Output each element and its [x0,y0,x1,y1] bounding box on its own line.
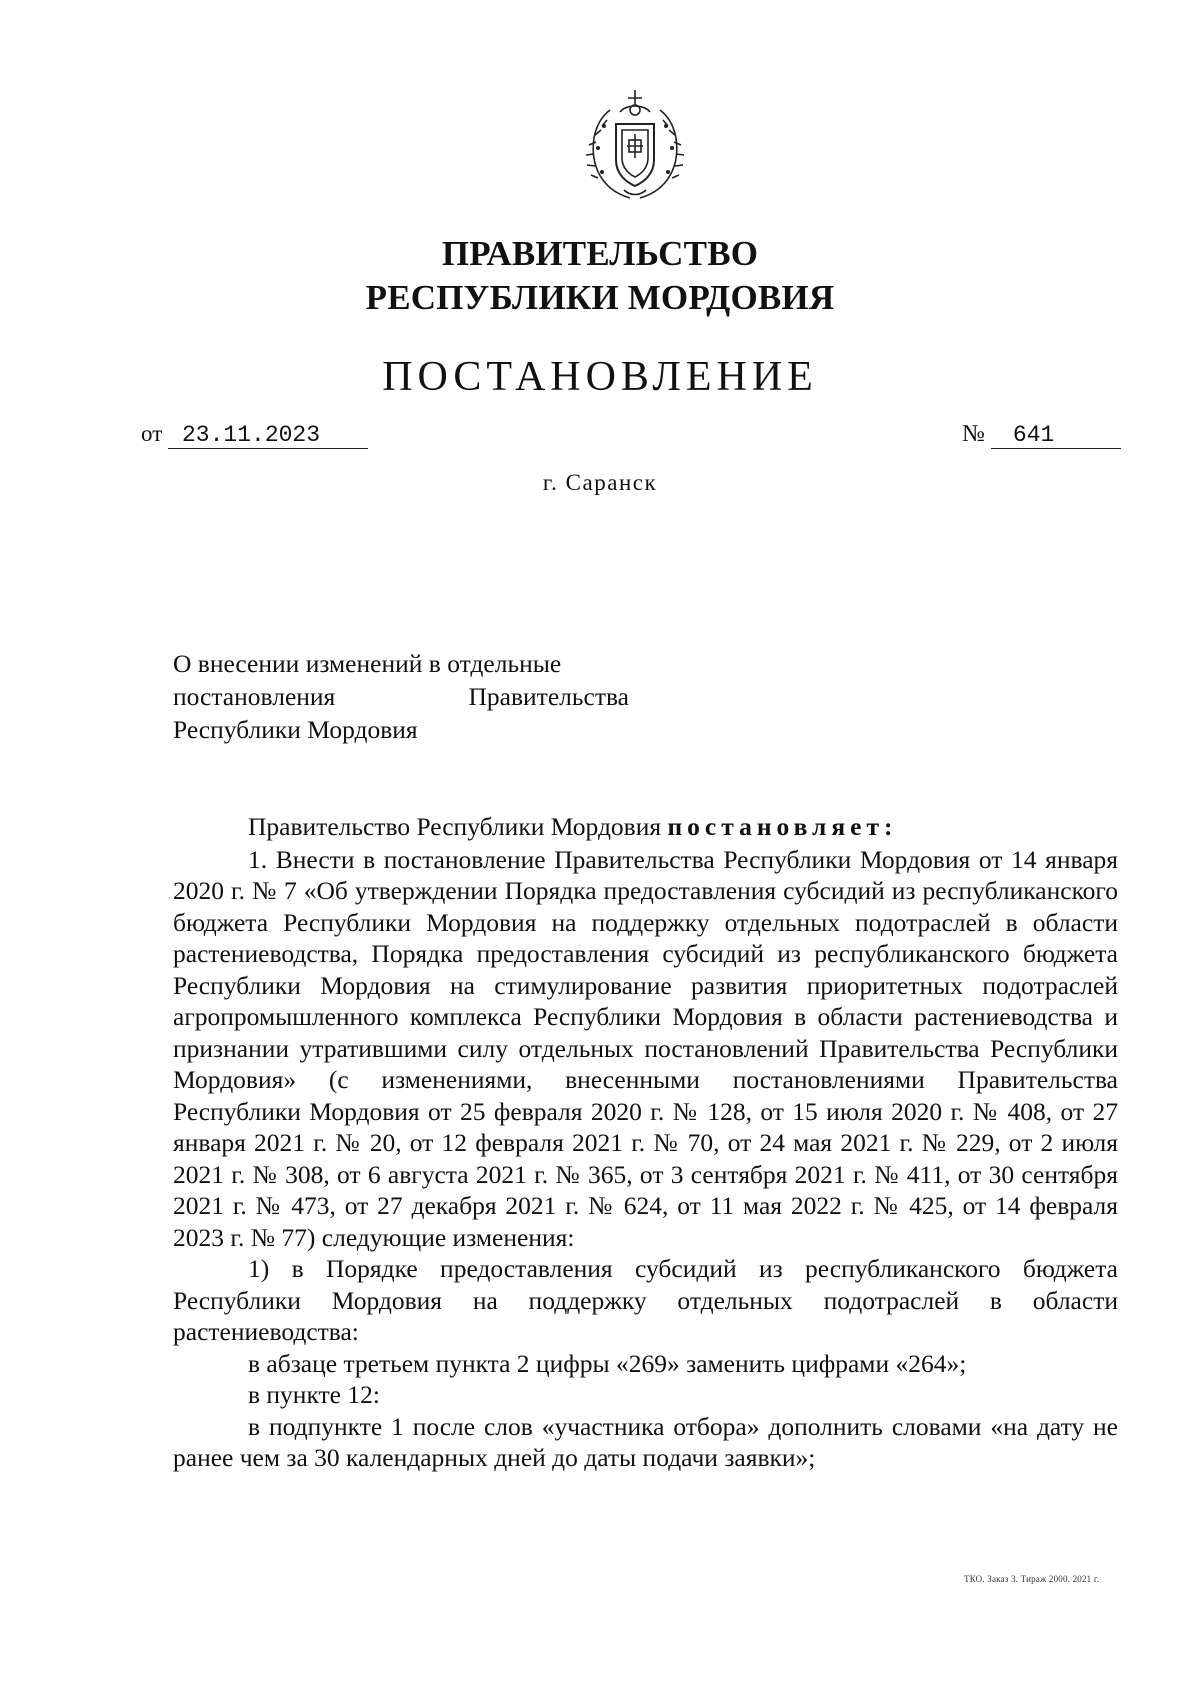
date-prefix: от [141,421,163,446]
organization-name-line-1: ПРАВИТЕЛЬСТВО [441,234,759,273]
date-value: 23.11.2023 [168,422,368,449]
paragraph-line-c: в подпункте 1 после слов «участника отбора» дополнить словами «на дату не ранее чем за 30 календарных дней до даты подачи заявки»; [173,1411,1118,1472]
document-number [962,421,1121,449]
paragraph-line-a: в абзаце третьем пункта 2 цифры «269» заменить цифрами «264»; [248,1348,967,1378]
document-date [141,421,368,449]
decree-word: постановляет: [667,812,898,841]
document-body [173,811,1118,1474]
paragraph-line-b: в пункте 12: [248,1380,380,1409]
print-info: ТКО. Заказ 3. Тираж 2000. 2021 г. [964,1574,1100,1584]
city-label: г. Саранск [542,470,658,495]
paragraph-item-1-1: 1) в Порядке предоставления субсидий из республиканского бюджета Республики Мордовия на поддержку отдельных подотраслей в области растениеводства: [173,1254,1118,1346]
number-prefix: № [962,421,985,447]
organization-name-line-2: РЕСПУБЛИКИ МОРДОВИЯ [365,278,835,317]
subject-line-2-right: Правительства [468,682,629,711]
subject-line-3: Республики Мордовия [173,715,418,744]
subject-line-1: О внесении изменений в отдельные [173,649,562,678]
subject-line-2 [173,680,629,713]
document-subject [173,647,629,746]
decree-paragraph [173,811,1118,843]
number-value: 641 [991,422,1121,449]
paragraph-item-1: 1. Внести в постановление Правительства Республики Мордовия от 14 января 2020 г. № 7 «Об утверждении Порядка предоставления субсидий из республиканского бюджета Республики Мордовия на поддержку отдельных подотраслей в области растениеводства, Порядка предоставления субсидий из республиканского бюджета Республики Мордовия на стимулирование развития приоритетных подотраслей агропромышленного комплекса Республики Мордовия в области растениеводства и признании утратившими силу отдельных постановлений Правительства Республики Мордовия» (с изменениями, внесенными постановлениями Правительства Республики Мордовия от 25 февраля 2020 г. № 128, от 15 июля 2020 г. № 408, от 27 января 2021 г. № 20, от 12 февраля 2021 г. № 70, от 24 мая 2021 г. № 229, от 2 июля 2021 г. № 308, от 6 августа 2021 г. № 365, от 3 сентября 2021 г. № 411, от 30 сентября 2021 г. № 473, от 27 декабря 2021 г. № 624, от 11 мая 2022 г. № 425, от 14 февраля 2023 г. № 77) следующие изменения: [173,844,1118,1252]
decree-intro: Правительство Республики Мордовия [248,812,668,841]
coat-of-arms-icon [584,86,686,204]
subject-line-2-left: постановления [173,682,336,711]
document-type-title: ПОСТАНОВЛЕНИЕ [382,354,818,400]
